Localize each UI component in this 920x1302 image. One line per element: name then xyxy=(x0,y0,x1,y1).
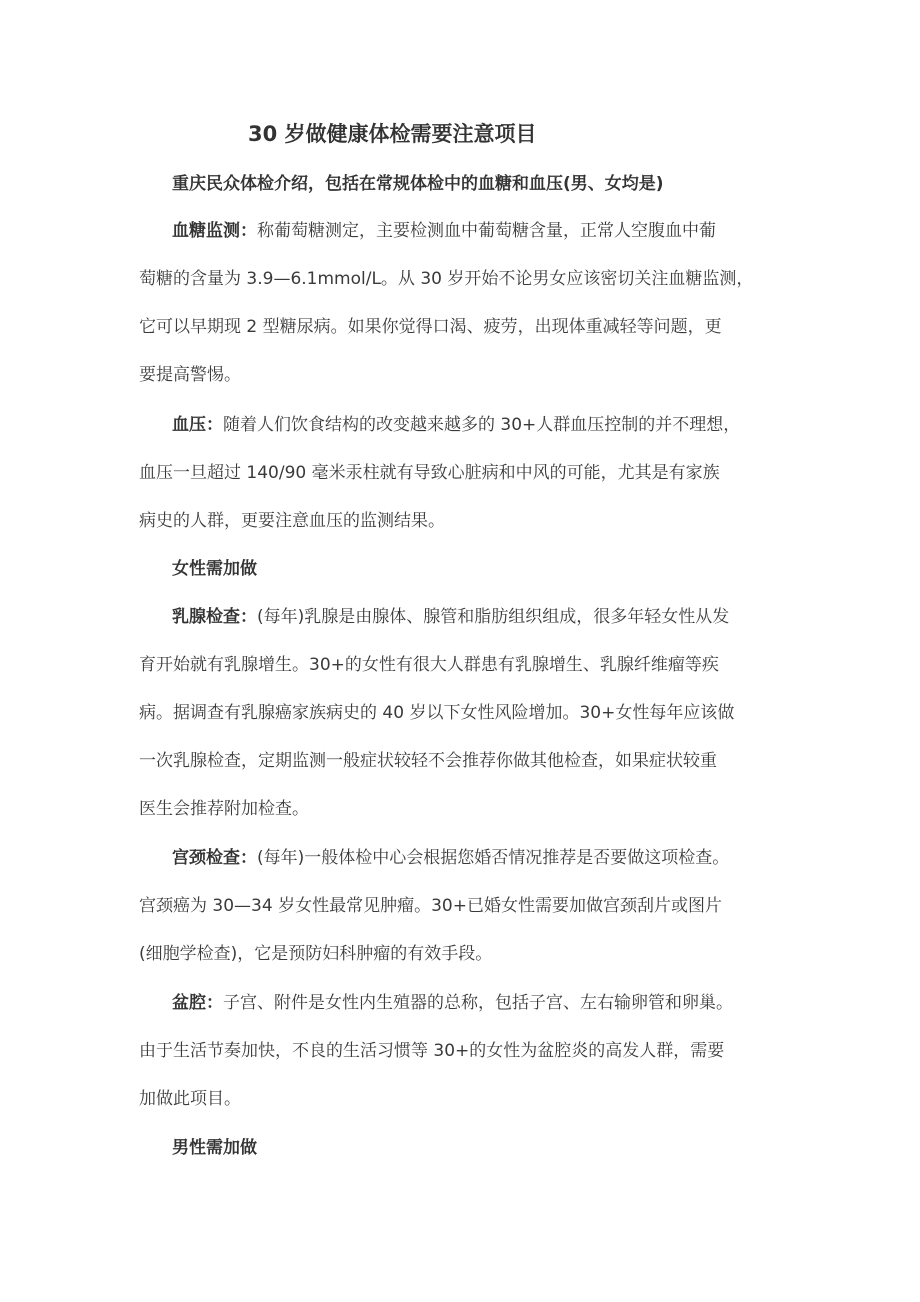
pelvic-line-3: 加做此项目。 xyxy=(139,1089,241,1109)
breast-exam-line-1: (每年)乳腺是由腺体、腺管和脂肪组织组成，很多年轻女性从发 xyxy=(257,607,730,627)
blood-sugar-line-1: 称葡萄糖测定，主要检测血中葡萄糖含量，正常人空腹血中葡 xyxy=(257,221,716,241)
blood-pressure-term: 血压： xyxy=(172,415,223,435)
blood-pressure-line-3: 病史的人群，更要注意血压的监测结果。 xyxy=(139,511,445,531)
breast-exam-line-3: 病。据调查有乳腺癌家族病史的 40 岁以下女性风险增加。30+女性每年应该做 xyxy=(139,703,735,723)
cervical-exam-paragraph xyxy=(139,834,789,978)
pelvic-term: 盆腔： xyxy=(172,993,223,1013)
cervical-exam-line-3: (细胞学检查)，它是预防妇科肿瘤的有效手段。 xyxy=(139,944,493,964)
breast-exam-line-2: 育开始就有乳腺增生。30+的女性有很大人群患有乳腺增生、乳腺纤维瘤等疾 xyxy=(139,655,719,675)
breast-exam-term: 乳腺检查： xyxy=(172,607,257,627)
female-heading: 女性需加做 xyxy=(172,559,257,579)
breast-exam-line-5: 医生会推荐附加检查。 xyxy=(139,799,309,819)
pelvic-line-2: 由于生活节奏加快，不良的生活习惯等 30+的女性为盆腔炎的高发人群，需要 xyxy=(139,1041,725,1061)
blood-sugar-paragraph xyxy=(139,207,789,399)
blood-sugar-line-3: 它可以早期现 2 型糖尿病。如果你觉得口渴、疲劳，出现体重减轻等问题，更 xyxy=(139,317,722,337)
blood-sugar-term: 血糖监测： xyxy=(172,221,257,241)
document-title: 30 岁做健康体检需要注意项目 xyxy=(248,122,537,146)
cervical-exam-line-1: (每年)一般体检中心会根据您婚否情况推荐是否要做这项检查。 xyxy=(257,848,730,868)
breast-exam-paragraph xyxy=(139,593,789,833)
pelvic-paragraph xyxy=(139,979,789,1123)
cervical-exam-line-2: 宫颈癌为 30—34 岁女性最常见肿瘤。30+已婚女性需要加做宫颈刮片或图片 xyxy=(139,896,722,916)
blood-pressure-line-1: 随着人们饮食结构的改变越来越多的 30+人群血压控制的并不理想， xyxy=(223,415,741,435)
pelvic-line-1: 子宫、附件是女性内生殖器的总称，包括子宫、左右输卵管和卵巢。 xyxy=(223,993,733,1013)
blood-sugar-line-2: 萄糖的含量为 3.9—6.1mmol/L。从 30 岁开始不论男女应该密切关注血糖监测， xyxy=(139,269,754,289)
intro-heading: 重庆民众体检介绍，包括在常规体检中的血糖和血压(男、女均是) xyxy=(172,174,664,194)
blood-pressure-paragraph xyxy=(139,401,789,545)
cervical-exam-term: 宫颈检查： xyxy=(172,848,257,868)
male-heading: 男性需加做 xyxy=(172,1138,257,1158)
blood-pressure-line-2: 血压一旦超过 140/90 毫米汞柱就有导致心脏病和中风的可能，尤其是有家族 xyxy=(139,463,720,483)
breast-exam-line-4: 一次乳腺检查，定期监测一般症状较轻不会推荐你做其他检查，如果症状较重 xyxy=(139,751,717,771)
blood-sugar-line-4: 要提高警惕。 xyxy=(139,365,241,385)
